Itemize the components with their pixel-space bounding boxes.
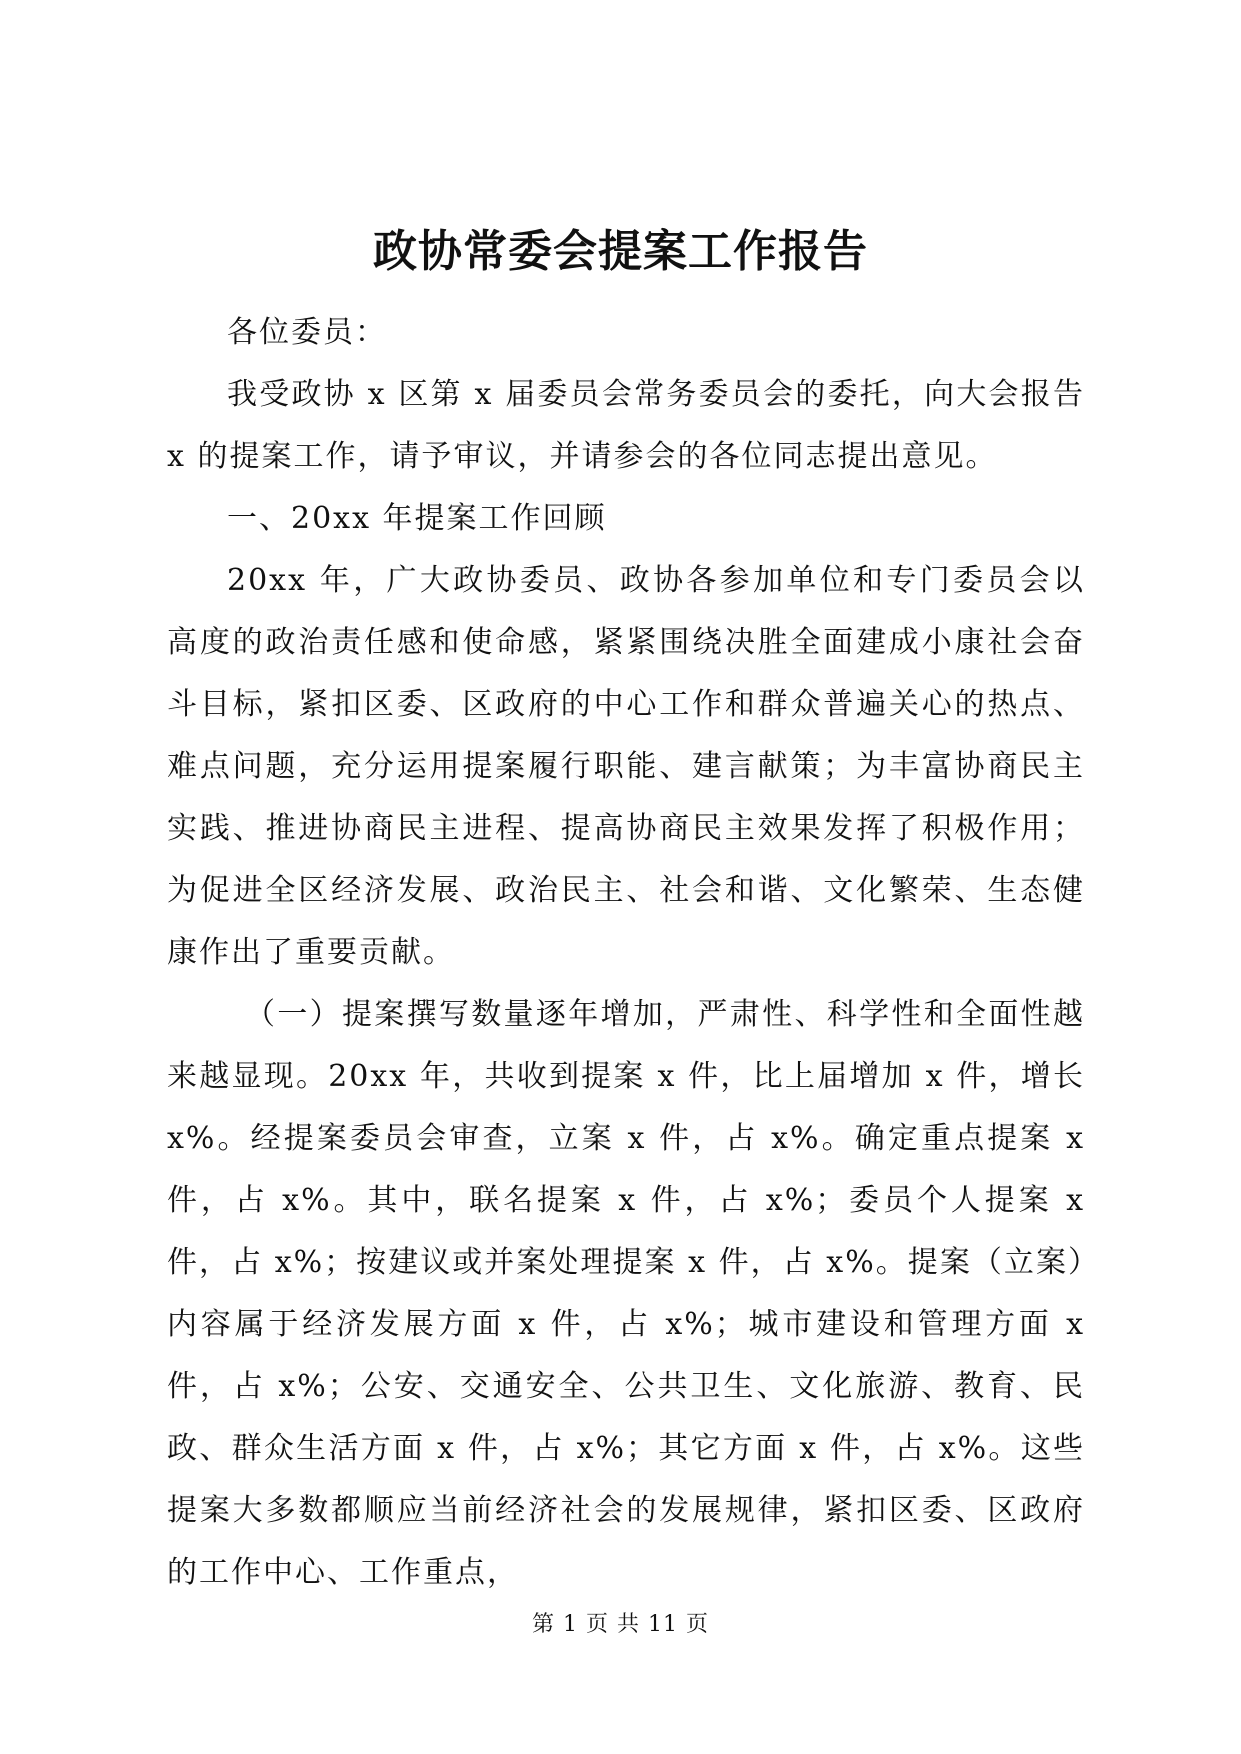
greeting-line: 各位委员：: [227, 315, 387, 350]
paragraph-review: 20xx 年，广大政协委员、政协各参加单位和专门委员会以高度的政治责任感和使命感，紧紧围绕决胜全面建成小康社会奋斗目标，紧扣区委、区政府的中心工作和群众普遍关心的热点、难点问题，充分运用提案履行职能、建言献策；为丰富协商民主实践、推进协商民主进程、提高协商民主效果发挥了积极作用；为促进全区经济发展、政治民主、社会和谐、文化繁荣、生态健康作出了重要贡献。: [167, 563, 1085, 970]
page-footer: 第 1 页 共 11 页: [532, 1612, 709, 1637]
document-body: [167, 302, 1085, 1604]
paragraph-subsection-1: （一）提案撰写数量逐年增加，严肃性、科学性和全面性越来越显现。20xx 年，共收到提案 x 件，比上届增加 x 件，增长 x%。经提案委员会审查，立案 x 件，占 x%。确定重点提案 x 件，占 x%。其中，联名提案 x 件，占 x%；委员个人提案 x 件，占 x%；按建议或并案处理提案 x 件，占 x%。提案（立案）内容属于经济发展方面 x 件，占 x%；城市建设和管理方面 x 件，占 x%；公安、交通安全、公共卫生、文化旅游、教育、民政、群众生活方面 x 件，占 x%；其它方面 x 件，占 x%。这些提案大多数都顺应当前经济社会的发展规律，紧扣区委、区政府的工作中心、工作重点，: [167, 997, 1085, 1590]
document-title: 政协常委会提案工作报告: [373, 226, 868, 277]
paragraph-intro: 我受政协 x 区第 x 届委员会常务委员会的委托，向大会报告 x 的提案工作，请予审议，并请参会的各位同志提出意见。: [167, 377, 1085, 474]
section-heading: 一、20xx 年提案工作回顾: [227, 501, 607, 536]
